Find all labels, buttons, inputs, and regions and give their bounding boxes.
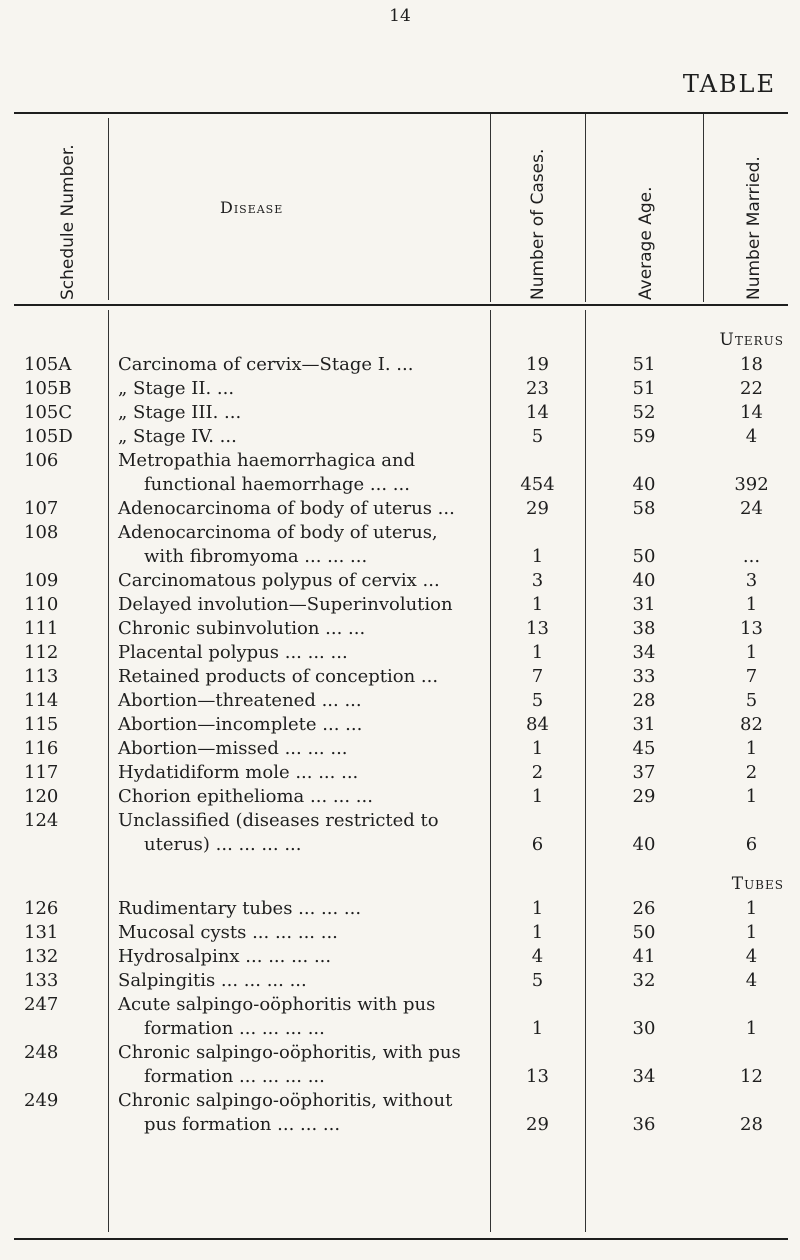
header-number-of-cases: Number of Cases. xyxy=(528,148,548,300)
schedule-number: 110 xyxy=(24,594,59,615)
case-count: 84 xyxy=(526,714,549,735)
table-row xyxy=(0,809,800,833)
disease-name: Metropathia haemorrhagica and xyxy=(118,450,416,471)
case-count: 13 xyxy=(526,618,549,639)
married-count: 28 xyxy=(740,1114,763,1135)
table-row xyxy=(0,969,800,993)
schedule-number: 131 xyxy=(24,922,59,943)
average-age: 40 xyxy=(632,834,656,855)
table-row xyxy=(0,1065,800,1089)
header-top-rule xyxy=(14,112,788,114)
disease-name: formation ... ... ... ... xyxy=(144,1018,325,1039)
average-age: 51 xyxy=(632,378,656,399)
married-count: 12 xyxy=(740,1066,763,1087)
table-row xyxy=(0,1041,800,1065)
column-divider xyxy=(490,114,491,302)
married-count: 5 xyxy=(745,690,758,711)
average-age: 52 xyxy=(632,402,656,423)
header-bottom-rule xyxy=(14,304,788,306)
group-label-uterus: Uterus xyxy=(719,330,784,350)
average-age: 40 xyxy=(632,474,656,495)
average-age: 41 xyxy=(632,946,656,967)
schedule-number: 114 xyxy=(24,690,59,711)
schedule-number: 105C xyxy=(24,402,73,423)
disease-name: Chorion epithelioma ... ... ... xyxy=(118,786,373,807)
schedule-number: 113 xyxy=(24,666,59,687)
case-count: 1 xyxy=(531,546,544,567)
column-divider xyxy=(108,118,109,300)
married-count: 4 xyxy=(745,426,758,447)
case-count: 19 xyxy=(526,354,549,375)
married-count: 1 xyxy=(745,642,758,663)
disease-name: Salpingitis ... ... ... ... xyxy=(118,970,307,991)
case-count: 1 xyxy=(531,1018,544,1039)
average-age: 36 xyxy=(632,1114,656,1135)
table-row xyxy=(0,785,800,809)
disease-name: pus formation ... ... ... xyxy=(144,1114,341,1135)
case-count: 29 xyxy=(526,1114,549,1135)
schedule-number: 115 xyxy=(24,714,59,735)
married-count: 7 xyxy=(745,666,758,687)
average-age: 26 xyxy=(632,898,656,919)
schedule-number: 124 xyxy=(24,810,59,831)
schedule-number: 126 xyxy=(24,898,59,919)
schedule-number: 249 xyxy=(24,1090,59,1111)
married-count: 1 xyxy=(745,738,758,759)
table-row xyxy=(0,761,800,785)
table-row xyxy=(0,569,800,593)
married-count: 14 xyxy=(740,402,763,423)
married-count: 2 xyxy=(745,762,758,783)
average-age: 50 xyxy=(632,546,656,567)
disease-name: Abortion—threatened ... ... xyxy=(118,690,362,711)
schedule-number: 133 xyxy=(24,970,59,991)
disease-name: formation ... ... ... ... xyxy=(144,1066,325,1087)
table-row xyxy=(0,377,800,401)
case-count: 13 xyxy=(526,1066,549,1087)
average-age: 58 xyxy=(632,498,656,519)
schedule-number: 247 xyxy=(24,994,59,1015)
schedule-number: 106 xyxy=(24,450,59,471)
schedule-number: 116 xyxy=(24,738,59,759)
married-count: 1 xyxy=(745,594,758,615)
disease-name: „ Stage II. ... xyxy=(118,378,235,399)
married-count: 22 xyxy=(740,378,763,399)
disease-name: „ Stage III. ... xyxy=(118,402,242,423)
married-count: 3 xyxy=(745,570,758,591)
schedule-number: 105A xyxy=(24,354,72,375)
disease-name: Unclassified (diseases restricted to xyxy=(118,810,439,831)
average-age: 45 xyxy=(632,738,656,759)
table-row xyxy=(0,353,800,377)
average-age: 29 xyxy=(632,786,656,807)
case-count: 5 xyxy=(531,690,544,711)
schedule-number: 109 xyxy=(24,570,59,591)
case-count: 1 xyxy=(531,922,544,943)
disease-name: Chronic salpingo-oöphoritis, without xyxy=(118,1090,453,1111)
married-count: 6 xyxy=(745,834,758,855)
case-count: 29 xyxy=(526,498,549,519)
case-count: 1 xyxy=(531,898,544,919)
table-row xyxy=(0,521,800,545)
disease-name: Acute salpingo-oöphoritis with pus xyxy=(118,994,436,1015)
schedule-number: 112 xyxy=(24,642,59,663)
case-count: 1 xyxy=(531,642,544,663)
average-age: 31 xyxy=(632,594,656,615)
table-row xyxy=(0,497,800,521)
table-row xyxy=(0,921,800,945)
case-count: 6 xyxy=(531,834,544,855)
married-count: 24 xyxy=(740,498,763,519)
table-row xyxy=(0,401,800,425)
disease-name: Carcinoma of cervix—Stage I. ... xyxy=(118,354,414,375)
case-count: 3 xyxy=(531,570,544,591)
disease-name: uterus) ... ... ... ... xyxy=(144,834,302,855)
table-row xyxy=(0,993,800,1017)
married-count: 82 xyxy=(740,714,763,735)
married-count: 4 xyxy=(745,946,758,967)
table-row xyxy=(0,1017,800,1041)
group-label-tubes: Tubes xyxy=(731,874,784,894)
table-row xyxy=(0,897,800,921)
column-divider xyxy=(703,114,704,302)
disease-name: Abortion—missed ... ... ... xyxy=(118,738,348,759)
case-count: 1 xyxy=(531,594,544,615)
schedule-number: 107 xyxy=(24,498,59,519)
disease-name: with fibromyoma ... ... ... xyxy=(144,546,368,567)
schedule-number: 248 xyxy=(24,1042,59,1063)
table-row xyxy=(0,1089,800,1113)
case-count: 454 xyxy=(520,474,555,495)
average-age: 34 xyxy=(632,1066,656,1087)
case-count: 1 xyxy=(531,738,544,759)
case-count: 7 xyxy=(531,666,544,687)
disease-name: Carcinomatous polypus of cervix ... xyxy=(118,570,440,591)
table-row xyxy=(0,945,800,969)
schedule-number: 132 xyxy=(24,946,59,967)
table-row xyxy=(0,593,800,617)
average-age: 59 xyxy=(632,426,656,447)
table-row xyxy=(0,689,800,713)
schedule-number: 120 xyxy=(24,786,59,807)
disease-name: Rudimentary tubes ... ... ... xyxy=(118,898,362,919)
table-row xyxy=(0,545,800,569)
disease-name: Adenocarcinoma of body of uterus, xyxy=(118,522,438,543)
schedule-number: 105D xyxy=(24,426,73,447)
married-count: 4 xyxy=(745,970,758,991)
married-count: 1 xyxy=(745,1018,758,1039)
table-row xyxy=(0,665,800,689)
married-count: ... xyxy=(742,546,761,567)
average-age: 37 xyxy=(632,762,656,783)
header-number-married: Number Married. xyxy=(744,156,764,300)
table-bottom-rule xyxy=(14,1238,788,1240)
case-count: 1 xyxy=(531,786,544,807)
case-count: 5 xyxy=(531,426,544,447)
average-age: 33 xyxy=(632,666,656,687)
table-label: TABLE xyxy=(682,70,776,98)
header-schedule-number: Schedule Number. xyxy=(58,144,78,300)
average-age: 51 xyxy=(632,354,656,375)
disease-name: Abortion—incomplete ... ... xyxy=(118,714,363,735)
schedule-number: 108 xyxy=(24,522,59,543)
table-row xyxy=(0,713,800,737)
disease-name: Placental polypus ... ... ... xyxy=(118,642,348,663)
married-count: 18 xyxy=(740,354,763,375)
disease-name: Hydatidiform mole ... ... ... xyxy=(118,762,359,783)
header-disease: Disease xyxy=(220,198,284,217)
average-age: 31 xyxy=(632,714,656,735)
table-row xyxy=(0,833,800,857)
married-count: 1 xyxy=(745,922,758,943)
disease-name: Chronic salpingo-oöphoritis, with pus xyxy=(118,1042,461,1063)
disease-name: „ Stage IV. ... xyxy=(118,426,237,447)
disease-name: Retained products of conception ... xyxy=(118,666,439,687)
disease-name: Hydrosalpinx ... ... ... ... xyxy=(118,946,332,967)
disease-name: Adenocarcinoma of body of uterus ... xyxy=(118,498,455,519)
disease-name: Delayed involution—Superinvolution xyxy=(118,594,453,615)
schedule-number: 105B xyxy=(24,378,72,399)
disease-name: functional haemorrhage ... ... xyxy=(144,474,410,495)
table-row xyxy=(0,617,800,641)
case-count: 14 xyxy=(526,402,549,423)
average-age: 38 xyxy=(632,618,656,639)
case-count: 2 xyxy=(531,762,544,783)
average-age: 28 xyxy=(632,690,656,711)
average-age: 32 xyxy=(632,970,656,991)
case-count: 5 xyxy=(531,970,544,991)
table-row xyxy=(0,449,800,473)
case-count: 23 xyxy=(526,378,549,399)
disease-name: Mucosal cysts ... ... ... ... xyxy=(118,922,338,943)
average-age: 40 xyxy=(632,570,656,591)
married-count: 392 xyxy=(734,474,769,495)
average-age: 34 xyxy=(632,642,656,663)
married-count: 13 xyxy=(740,618,763,639)
page-number: 14 xyxy=(389,6,411,26)
header-average-age: Average Age. xyxy=(636,186,656,300)
average-age: 50 xyxy=(632,922,656,943)
schedule-number: 111 xyxy=(24,618,59,639)
average-age: 30 xyxy=(632,1018,656,1039)
disease-name: Chronic subinvolution ... ... xyxy=(118,618,366,639)
table-row xyxy=(0,737,800,761)
column-divider xyxy=(585,114,586,302)
table-row xyxy=(0,473,800,497)
table-row xyxy=(0,1113,800,1137)
married-count: 1 xyxy=(745,898,758,919)
table-row xyxy=(0,425,800,449)
table-row xyxy=(0,641,800,665)
case-count: 4 xyxy=(531,946,544,967)
schedule-number: 117 xyxy=(24,762,59,783)
married-count: 1 xyxy=(745,786,758,807)
